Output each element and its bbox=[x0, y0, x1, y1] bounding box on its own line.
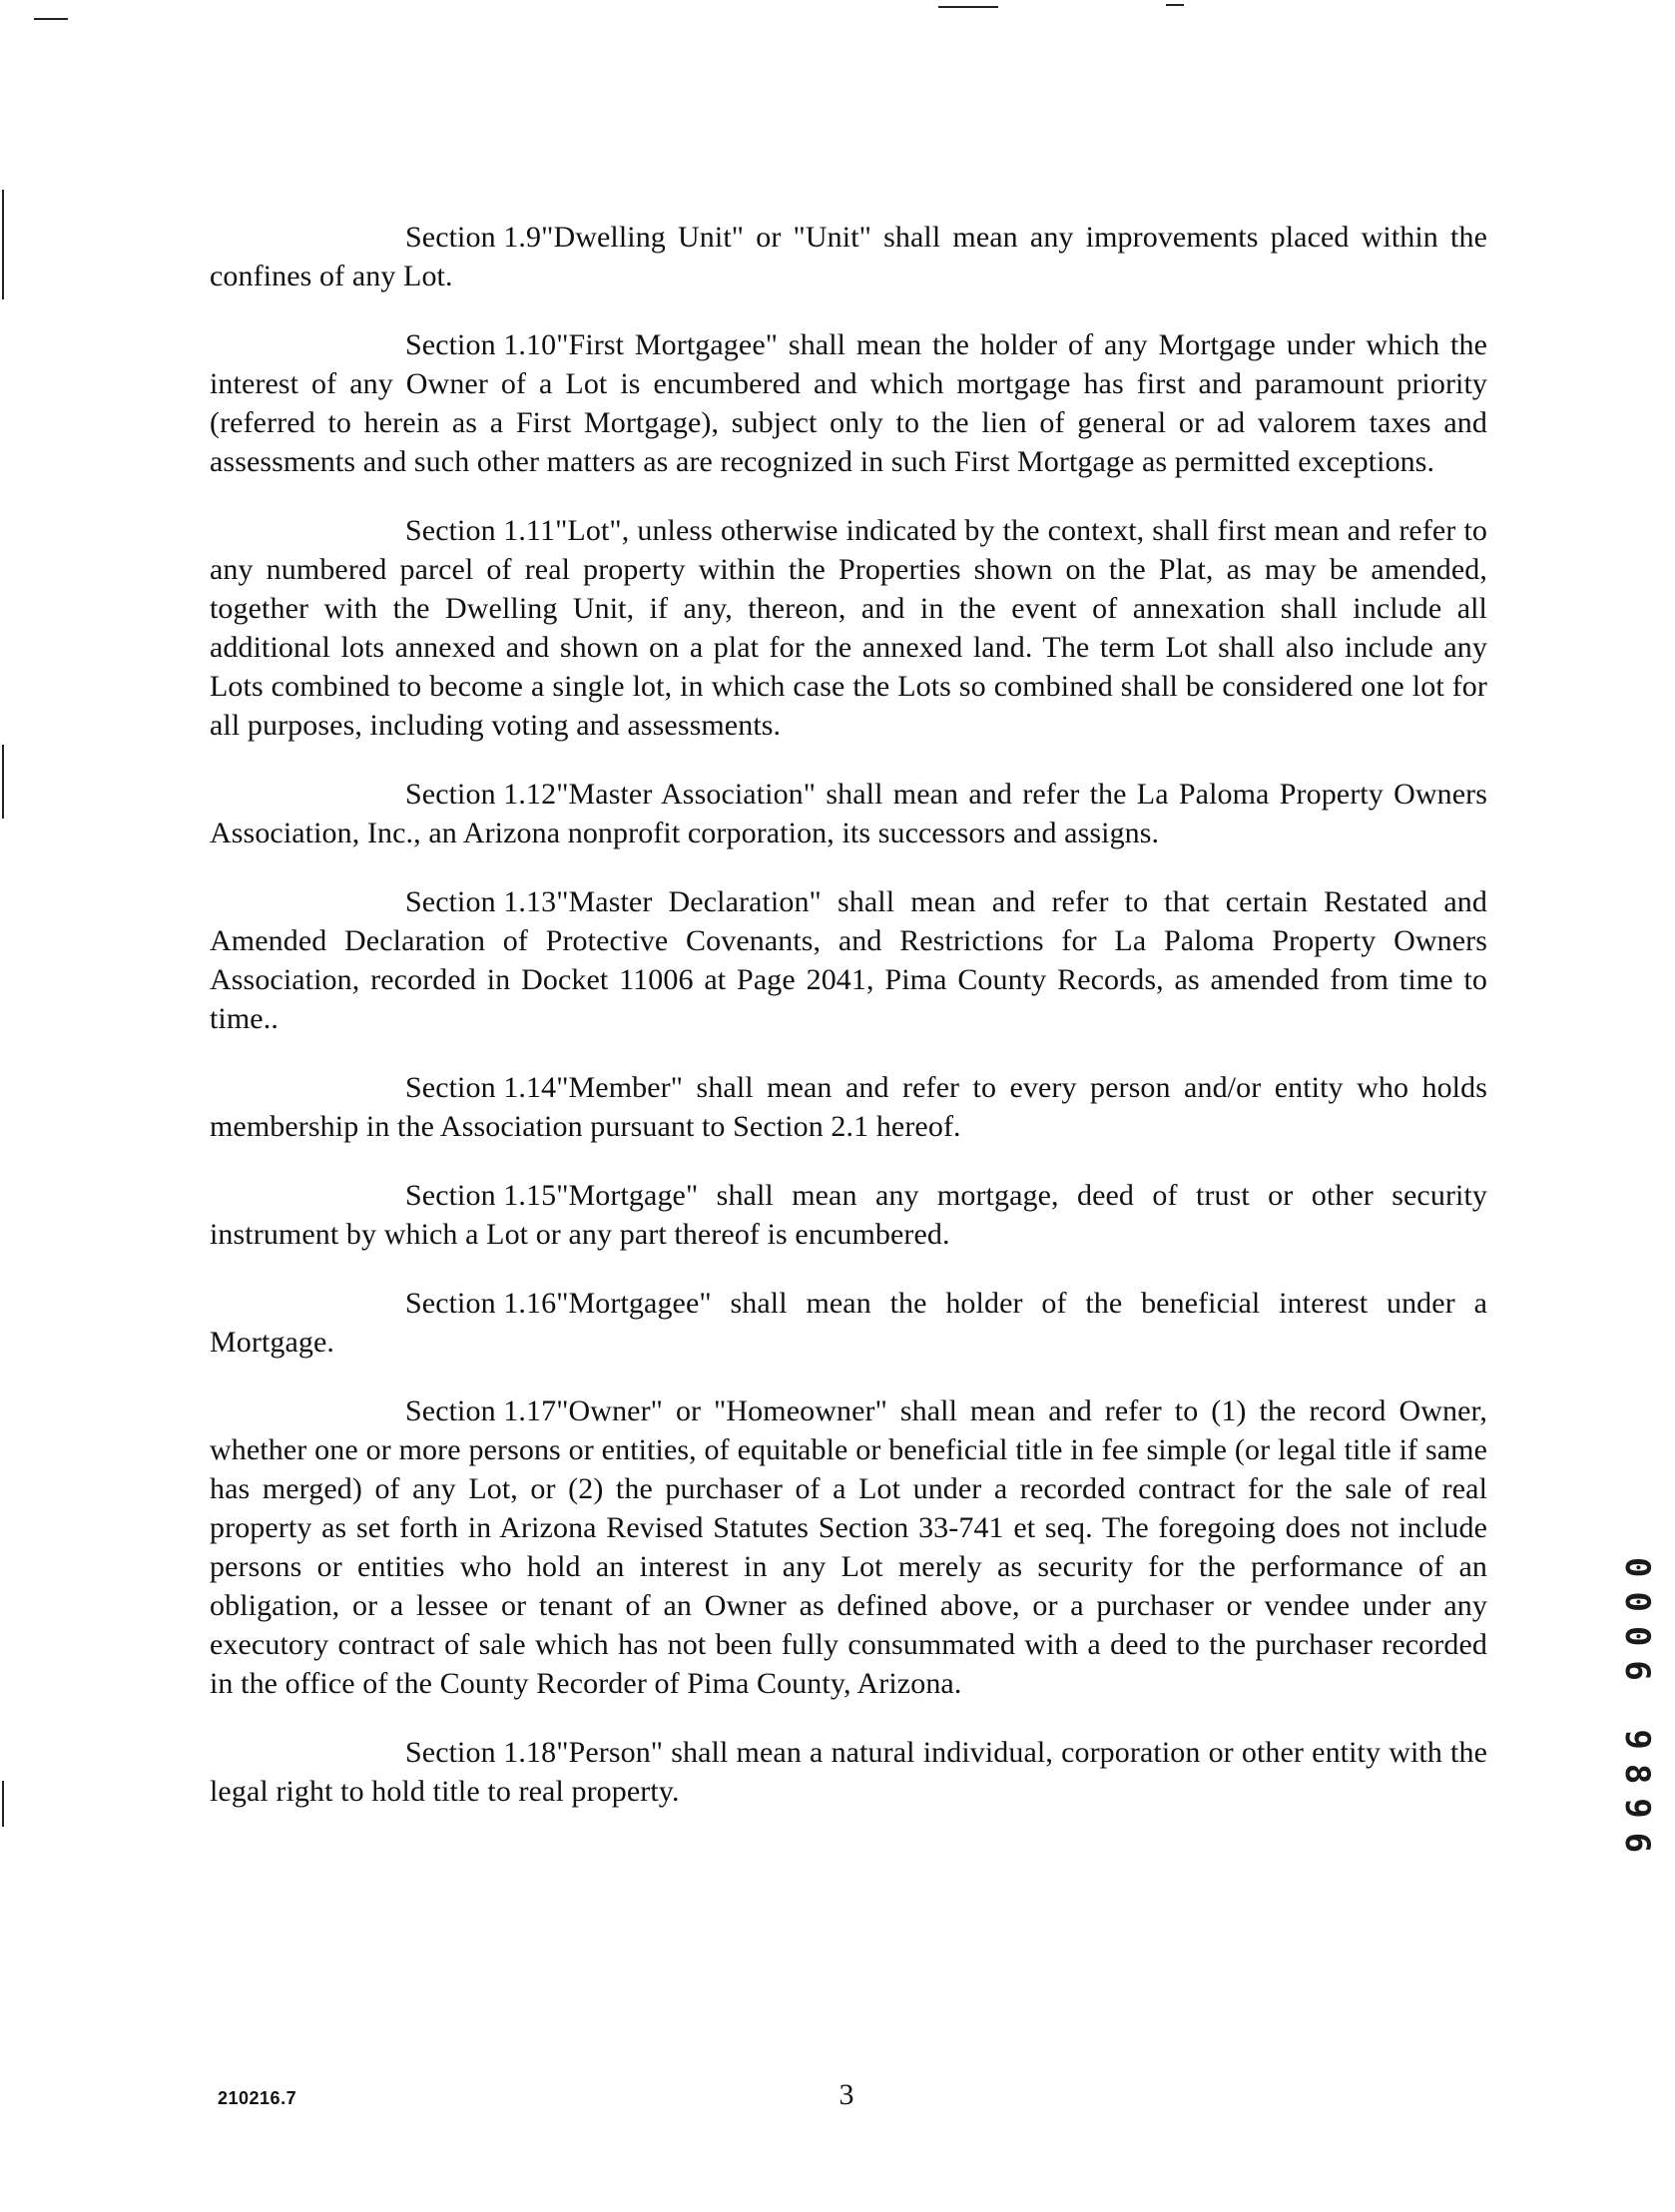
section-text: "First Mortgagee" shall mean the holder of any Mortgage under which the interest of any Owner of a Lot is encumbered and which mortgage has first and paramount priority (referred to herein as a First Mortgage), subject only to the lien of general or ad valorem taxes and assessments and such other matters as are recognized in such First Mortgage as permitted exceptions. bbox=[210, 328, 1487, 478]
page-number: 3 bbox=[838, 2078, 854, 2111]
section-paragraph bbox=[210, 1733, 1487, 1811]
section-paragraph bbox=[210, 882, 1487, 1038]
section-list bbox=[210, 218, 1487, 1841]
section-paragraph bbox=[210, 1284, 1487, 1362]
recording-stamp-number: 0006 9896 bbox=[1617, 1557, 1657, 1868]
section-paragraph bbox=[210, 218, 1487, 295]
section-number: Section 1.11 bbox=[405, 514, 556, 547]
scan-mark-left-edge-3 bbox=[2, 1781, 4, 1827]
section-text: "Dwelling Unit" or "Unit" shall mean any improvements placed within the confines of any Lot. bbox=[210, 221, 1487, 292]
scan-mark-top-left bbox=[34, 18, 68, 20]
section-number: Section 1.13 bbox=[405, 885, 557, 918]
section-number: Section 1.14 bbox=[405, 1071, 557, 1104]
scan-mark-top-center bbox=[938, 6, 998, 8]
section-paragraph bbox=[210, 325, 1487, 481]
section-text: "Member" shall mean and refer to every person and/or entity who holds membership in the Association pursuant to Section 2.1 hereof. bbox=[210, 1071, 1487, 1143]
section-paragraph bbox=[210, 1391, 1487, 1703]
section-paragraph bbox=[210, 1176, 1487, 1254]
section-paragraph bbox=[210, 511, 1487, 745]
document-code: 210216.7 bbox=[218, 2088, 297, 2108]
section-text: "Owner" or "Homeowner" shall mean and refer to (1) the record Owner, whether one or more persons or entities, of equitable or beneficial title in fee simple (or legal title if same has merged) of any Lot, or (2) the purchaser of a Lot under a recorded contract for the sale of real property as set forth in Arizona Revised Statutes Section 33-741 et seq. The foregoing does not include persons or entities who hold an interest in any Lot merely as security for the performance of an obligation, or a lessee or tenant of an Owner as defined above, or a purchaser or vendee under any executory contract of sale which has not been fully consummated with a deed to the purchaser recorded in the office of the County Recorder of Pima County, Arizona. bbox=[210, 1394, 1487, 1700]
section-number: Section 1.17 bbox=[405, 1394, 557, 1427]
section-number: Section 1.15 bbox=[405, 1179, 557, 1212]
section-number: Section 1.18 bbox=[405, 1736, 557, 1769]
section-number: Section 1.10 bbox=[405, 328, 557, 361]
section-text: "Mortgagee" shall mean the holder of the beneficial interest under a Mortgage. bbox=[210, 1287, 1487, 1359]
section-number: Section 1.16 bbox=[405, 1287, 557, 1320]
section-number: Section 1.9 bbox=[405, 221, 542, 254]
recording-stamp bbox=[1609, 1557, 1659, 1917]
scan-mark-left-edge-1 bbox=[2, 190, 4, 299]
scan-mark-left-edge-2 bbox=[2, 745, 4, 819]
section-number: Section 1.12 bbox=[405, 778, 557, 811]
section-text: "Lot", unless otherwise indicated by the context, shall first mean and refer to any numbered parcel of real property within the Properties shown on the Plat, as may be amended, together with the Dwelling Unit, if any, thereon, and in the event of annexation shall include all additional lots annexed and shown on a plat for the annexed land. The term Lot shall also include any Lots combined to become a single lot, in which case the Lots so combined shall be considered one lot for all purposes, including voting and assessments. bbox=[210, 514, 1487, 742]
section-paragraph bbox=[210, 1068, 1487, 1146]
section-text: "Master Association" shall mean and refer the La Paloma Property Owners Association, Inc., an Arizona nonprofit corporation, its successors and assigns. bbox=[210, 778, 1487, 849]
section-paragraph bbox=[210, 775, 1487, 852]
scan-mark-top-right bbox=[1166, 4, 1184, 6]
section-text: "Mortgage" shall mean any mortgage, deed of trust or other security instrument by which a Lot or any part thereof is encumbered. bbox=[210, 1179, 1487, 1251]
section-text: "Master Declaration" shall mean and refer to that certain Restated and Amended Declaration of Protective Covenants, and Restrictions for La Paloma Property Owners Association, recorded in Docket 11006 at Page 2041, Pima County Records, as amended from time to time.. bbox=[210, 885, 1487, 1035]
section-text: "Person" shall mean a natural individual, corporation or other entity with the legal right to hold title to real property. bbox=[210, 1736, 1487, 1808]
